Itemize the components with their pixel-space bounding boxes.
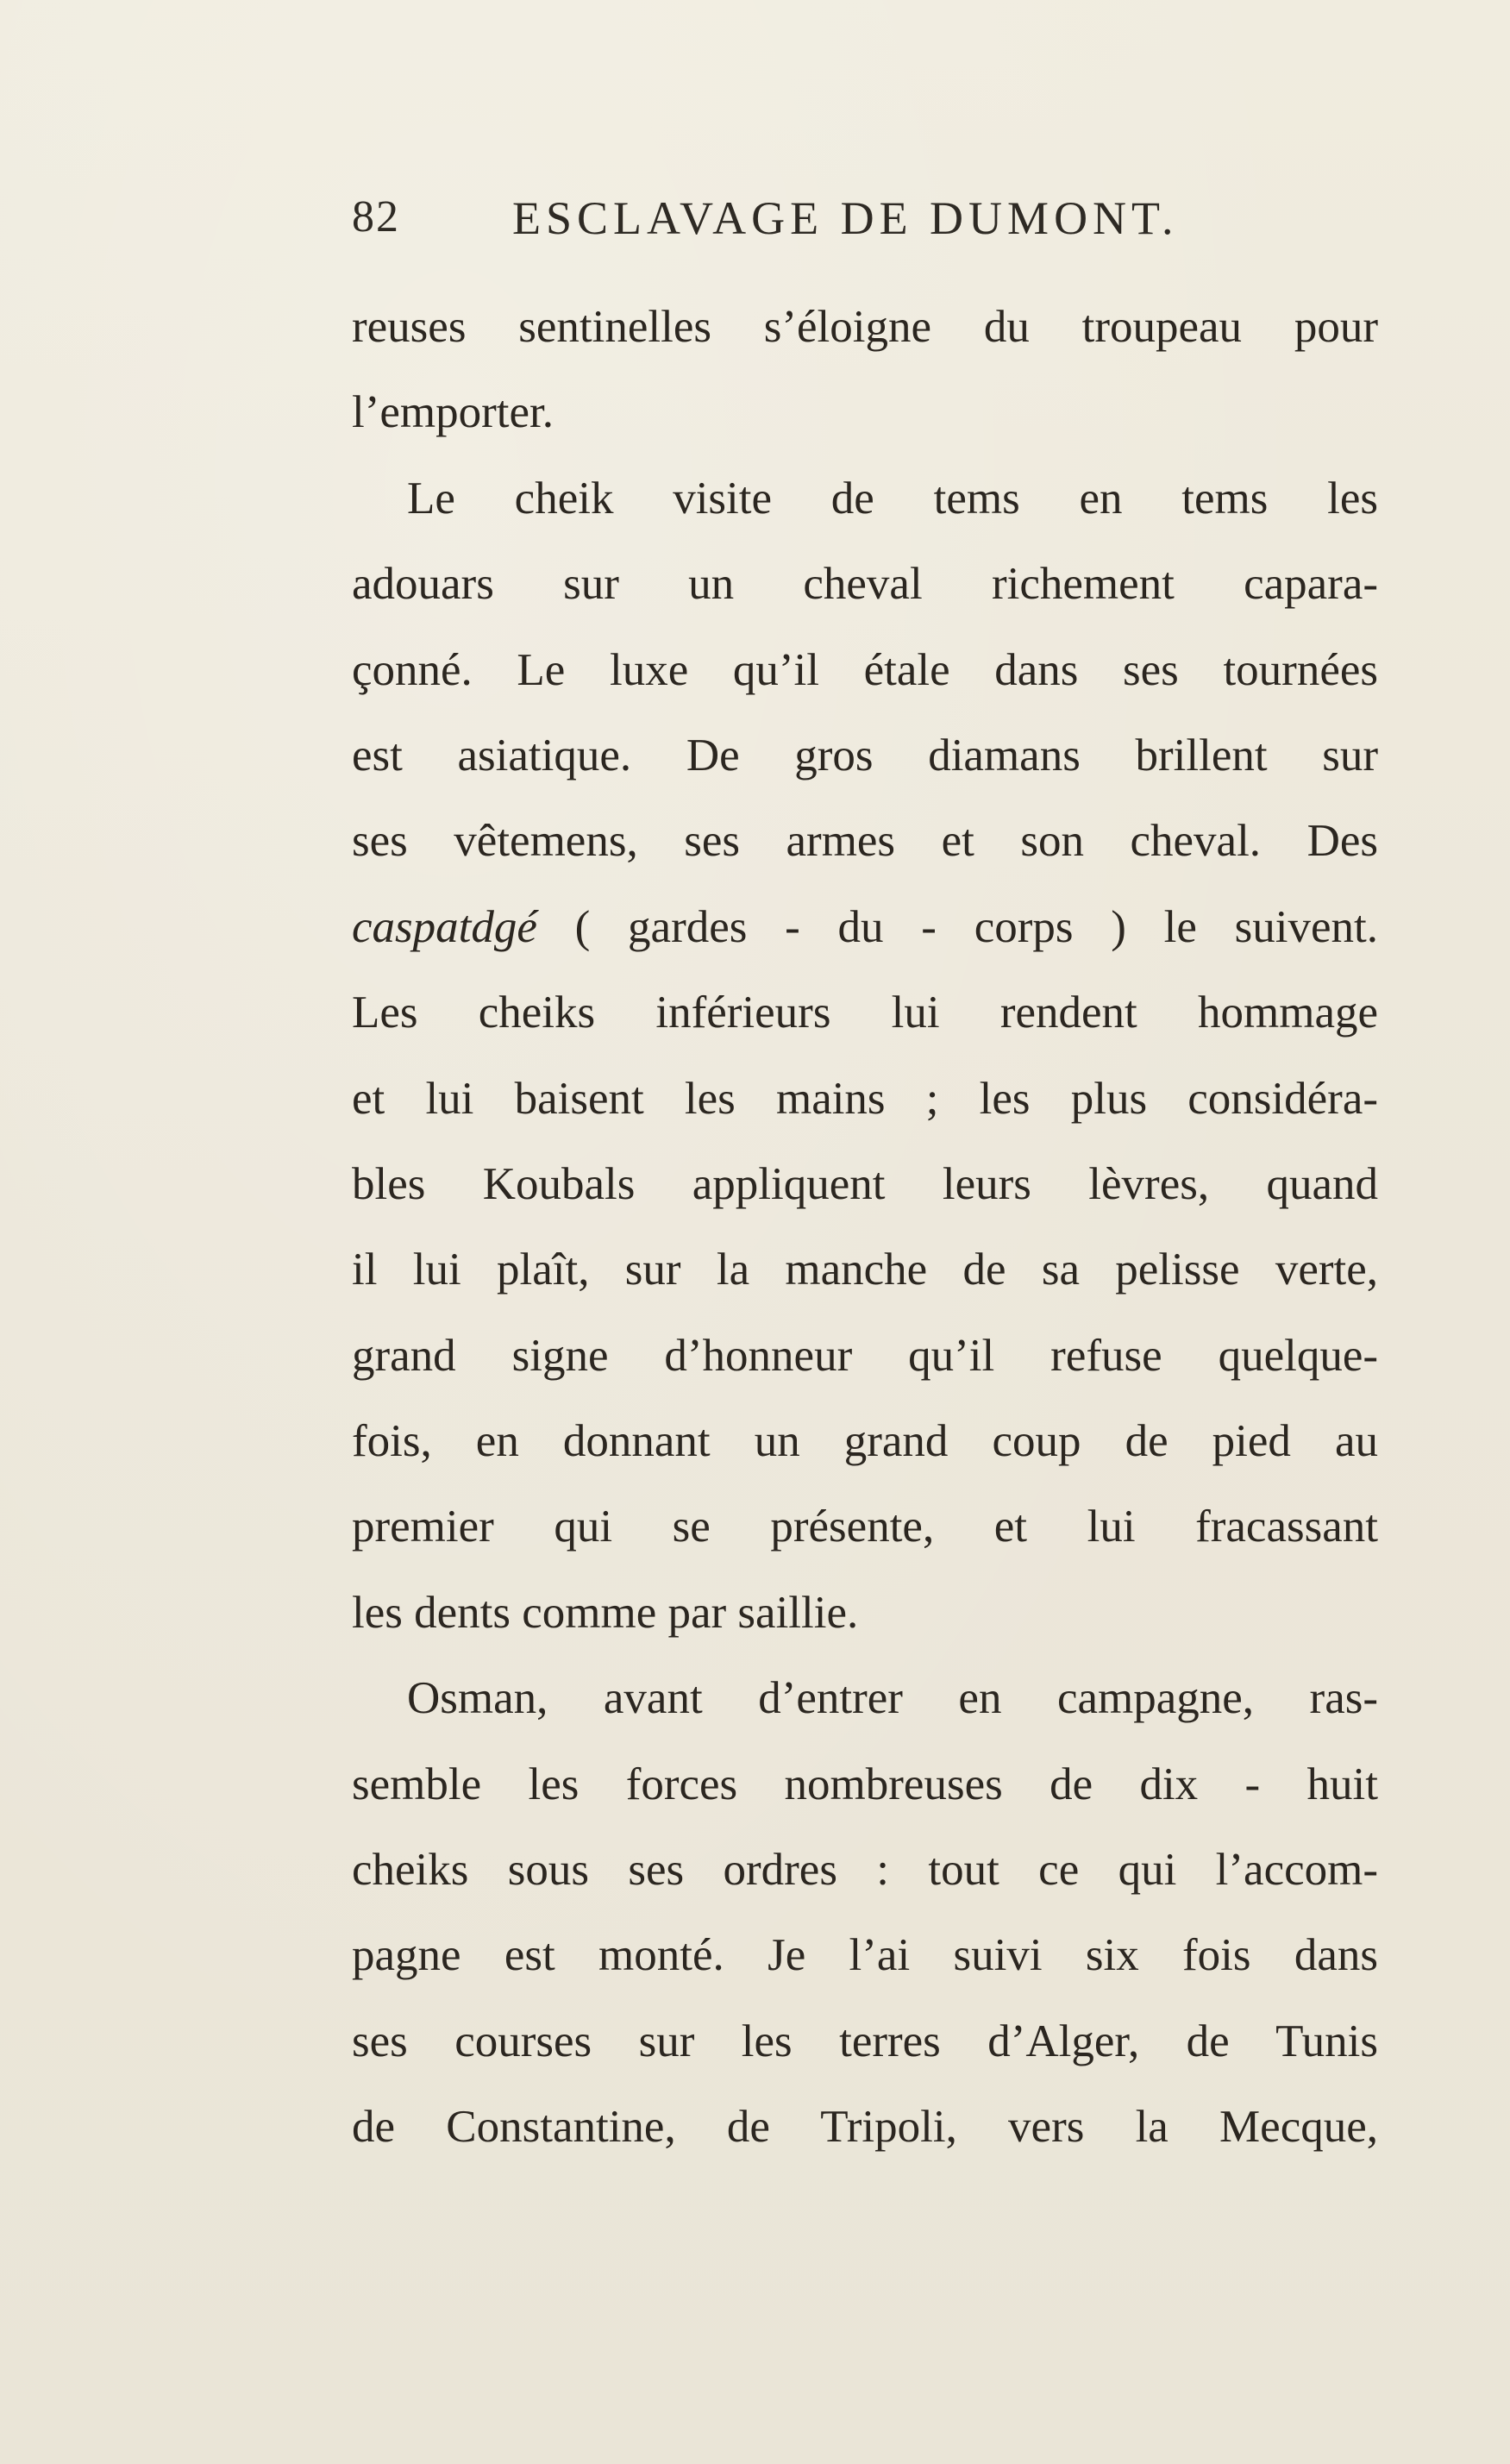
text-line: çonné. Le luxe qu’il étale dans ses tournées (352, 644, 1378, 695)
text-line: grand signe d’honneur qu’il refuse quelque- (352, 1330, 1378, 1381)
text-line: Les cheiks inférieurs lui rendent hommage (352, 987, 1378, 1038)
paragraph-first-line: Osman, avant d’entrer en campagne, ras- (407, 1673, 1378, 1724)
text-line: pagne est monté. Je l’ai suivi six fois dans (352, 1930, 1378, 1981)
italic-term: caspatdgé (352, 901, 537, 952)
text-line: ses courses sur les terres d’Alger, de Tunis (352, 2016, 1378, 2066)
text-line: l’emporter. (352, 387, 554, 438)
text-line-rest: ( gardes - du - corps ) le suivent. (536, 901, 1378, 952)
text-line: reuses sentinelles s’éloigne du troupeau pour (352, 302, 1378, 352)
text-line: et lui baisent les mains ; les plus considéra- (352, 1073, 1378, 1124)
text-line (352, 885, 1378, 970)
paragraph-first-line: Le cheik visite de tems en tems les (407, 473, 1378, 524)
text-line: bles Koubals appliquent leurs lèvres, quand (352, 1158, 1378, 1209)
page-number: 82 (352, 192, 400, 241)
text-line: cheiks sous ses ordres : tout ce qui l’accom- (352, 1845, 1378, 1896)
text-line: il lui plaît, sur la manche de sa pelisse verte, (352, 1245, 1378, 1295)
text-line: ses vêtemens, ses armes et son cheval. Des (352, 816, 1378, 867)
text-line: semble les forces nombreuses de dix - huit (352, 1759, 1378, 1809)
text-line: adouars sur un cheval richement capara- (352, 559, 1378, 610)
text-line: est asiatique. De gros diamans brillent sur (352, 730, 1378, 781)
running-title: ESCLAVAGE DE DUMONT. (512, 192, 1179, 244)
body-text (352, 285, 1378, 2171)
text-line: fois, en donnant un grand coup de pied au (352, 1416, 1378, 1467)
text-line: de Constantine, de Tripoli, vers la Mecque, (352, 2102, 1378, 2153)
text-line: les dents comme par saillie. (352, 1587, 859, 1638)
text-line: premier qui se présente, et lui fracassant (352, 1502, 1378, 1552)
page-header (352, 191, 1378, 252)
